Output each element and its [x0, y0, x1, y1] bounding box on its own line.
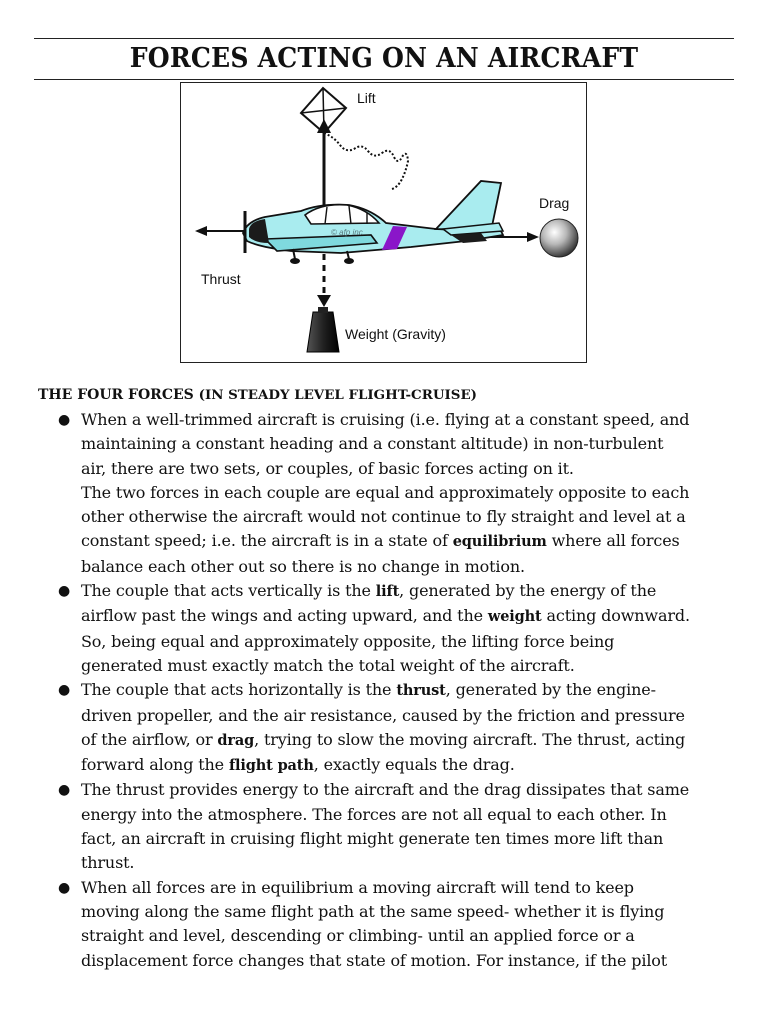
- text-segment: where all forces: [546, 531, 680, 551]
- text-segment: So, being equal and approximately opposite, the lifting force being: [81, 631, 615, 651]
- text-line: [81, 604, 738, 629]
- aircraft-forces-figure: [180, 82, 587, 363]
- text-line: [81, 432, 738, 456]
- title-rule-bottom: [34, 79, 734, 80]
- section-heading-suffix: (IN STEADY LEVEL FLIGHT-CRUISE): [198, 387, 478, 403]
- text-line: [81, 876, 738, 900]
- drag-ball-icon: [540, 219, 578, 257]
- kite-icon: [301, 88, 408, 189]
- bullet-icon: ●: [58, 583, 71, 600]
- text-line: [81, 803, 738, 827]
- text-line: [81, 900, 738, 924]
- text-segment: air, there are two sets, or couples, of basic forces acting on it.: [81, 458, 574, 478]
- drag-label: Drag: [539, 195, 570, 211]
- text-line: [81, 851, 738, 875]
- text-segment: When all forces are in equilibrium a moving aircraft will tend to keep: [81, 877, 634, 897]
- text-segment: , generated by the engine-: [445, 680, 656, 700]
- list-item: [38, 778, 738, 875]
- title-rule-top: [34, 38, 734, 39]
- text-segment: The couple that acts horizontally is the: [81, 680, 397, 700]
- text-segment: balance each other out so there is no change in motion.: [81, 556, 525, 576]
- text-segment: of the airflow, or: [81, 729, 218, 749]
- weight-label: Weight (Gravity): [345, 326, 446, 342]
- list-item: [38, 408, 738, 579]
- section-heading: [38, 385, 477, 405]
- text-segment: , exactly equals the drag.: [313, 755, 515, 775]
- text-segment: airflow past the wings and acting upward, and the: [81, 606, 488, 626]
- text-segment: The couple that acts vertically is the: [81, 581, 376, 601]
- text-segment: maintaining a constant heading and a constant altitude) in non-turbulent: [81, 434, 664, 454]
- text-line: [81, 505, 738, 529]
- aircraft-icon: [243, 181, 503, 264]
- text-line: [81, 529, 738, 554]
- keyword: drag: [217, 731, 255, 749]
- text-line: [81, 827, 738, 851]
- bullet-icon: ●: [58, 412, 71, 428]
- text-segment: moving along the same flight path at the same speed- whether it is flying: [81, 901, 665, 921]
- text-segment: generated must exactly match the total weight of the aircraft.: [81, 655, 575, 675]
- text-segment: The two forces in each couple are equal and approximately opposite to each: [81, 482, 690, 502]
- bullet-icon: ●: [58, 782, 71, 799]
- thrust-label: Thrust: [201, 271, 241, 287]
- text-line: [81, 630, 738, 654]
- text-line: [81, 579, 738, 604]
- text-line: [81, 778, 738, 802]
- watermark-text: © afp inc: [331, 228, 363, 237]
- page-title: FORCES ACTING ON AN AIRCRAFT: [129, 43, 639, 74]
- text-segment: acting downward.: [541, 606, 690, 626]
- text-segment: displacement force changes that state of motion. For instance, if the pilot: [81, 950, 668, 970]
- text-line: [81, 408, 738, 432]
- text-line: [81, 457, 738, 481]
- text-line: [81, 704, 738, 728]
- keyword: flight path: [228, 757, 314, 775]
- text-line: [81, 654, 738, 678]
- bullet-icon: ●: [58, 682, 71, 699]
- text-line: [81, 555, 738, 579]
- text-segment: driven propeller, and the air resistance, caused by the friction and pressure: [81, 705, 685, 725]
- text-segment: , generated by the energy of the: [399, 581, 657, 601]
- text-line: [81, 481, 738, 505]
- lift-label: Lift: [357, 90, 376, 106]
- weight-block-icon: [307, 307, 339, 352]
- keyword: weight: [487, 608, 542, 626]
- list-item: [38, 678, 738, 778]
- bullet-list: [38, 408, 738, 973]
- text-line: [81, 753, 738, 778]
- text-segment: constant speed; i.e. the aircraft is in a state of: [81, 531, 453, 551]
- text-line: [81, 924, 738, 948]
- text-line: [81, 678, 738, 703]
- keyword: thrust: [396, 682, 446, 700]
- text-segment: energy into the atmosphere. The forces are not all equal to each other. In: [81, 804, 667, 824]
- text-segment: fact, an aircraft in cruising flight might generate ten times more lift than: [81, 829, 664, 849]
- text-segment: thrust.: [81, 853, 135, 873]
- text-segment: forward along the: [81, 755, 229, 775]
- text-segment: other otherwise the aircraft would not continue to fly straight and level at a: [81, 507, 686, 527]
- text-segment: , trying to slow the moving aircraft. The thrust, acting: [254, 729, 686, 749]
- text-segment: straight and level, descending or climbing- until an applied force or a: [81, 926, 635, 946]
- list-item: [38, 579, 738, 678]
- text-line: [81, 728, 738, 753]
- list-item: [38, 876, 738, 973]
- keyword: equilibrium: [452, 533, 547, 551]
- keyword: lift: [375, 583, 400, 601]
- section-heading-prefix: THE FOUR FORCES: [38, 387, 199, 403]
- bullet-icon: ●: [58, 879, 71, 896]
- aircraft-forces-diagram: [181, 83, 588, 364]
- text-segment: When a well-trimmed aircraft is cruising (i.e. flying at a constant speed, and: [81, 410, 690, 429]
- text-line: [81, 949, 738, 973]
- text-segment: The thrust provides energy to the aircraft and the drag dissipates that same: [81, 780, 690, 800]
